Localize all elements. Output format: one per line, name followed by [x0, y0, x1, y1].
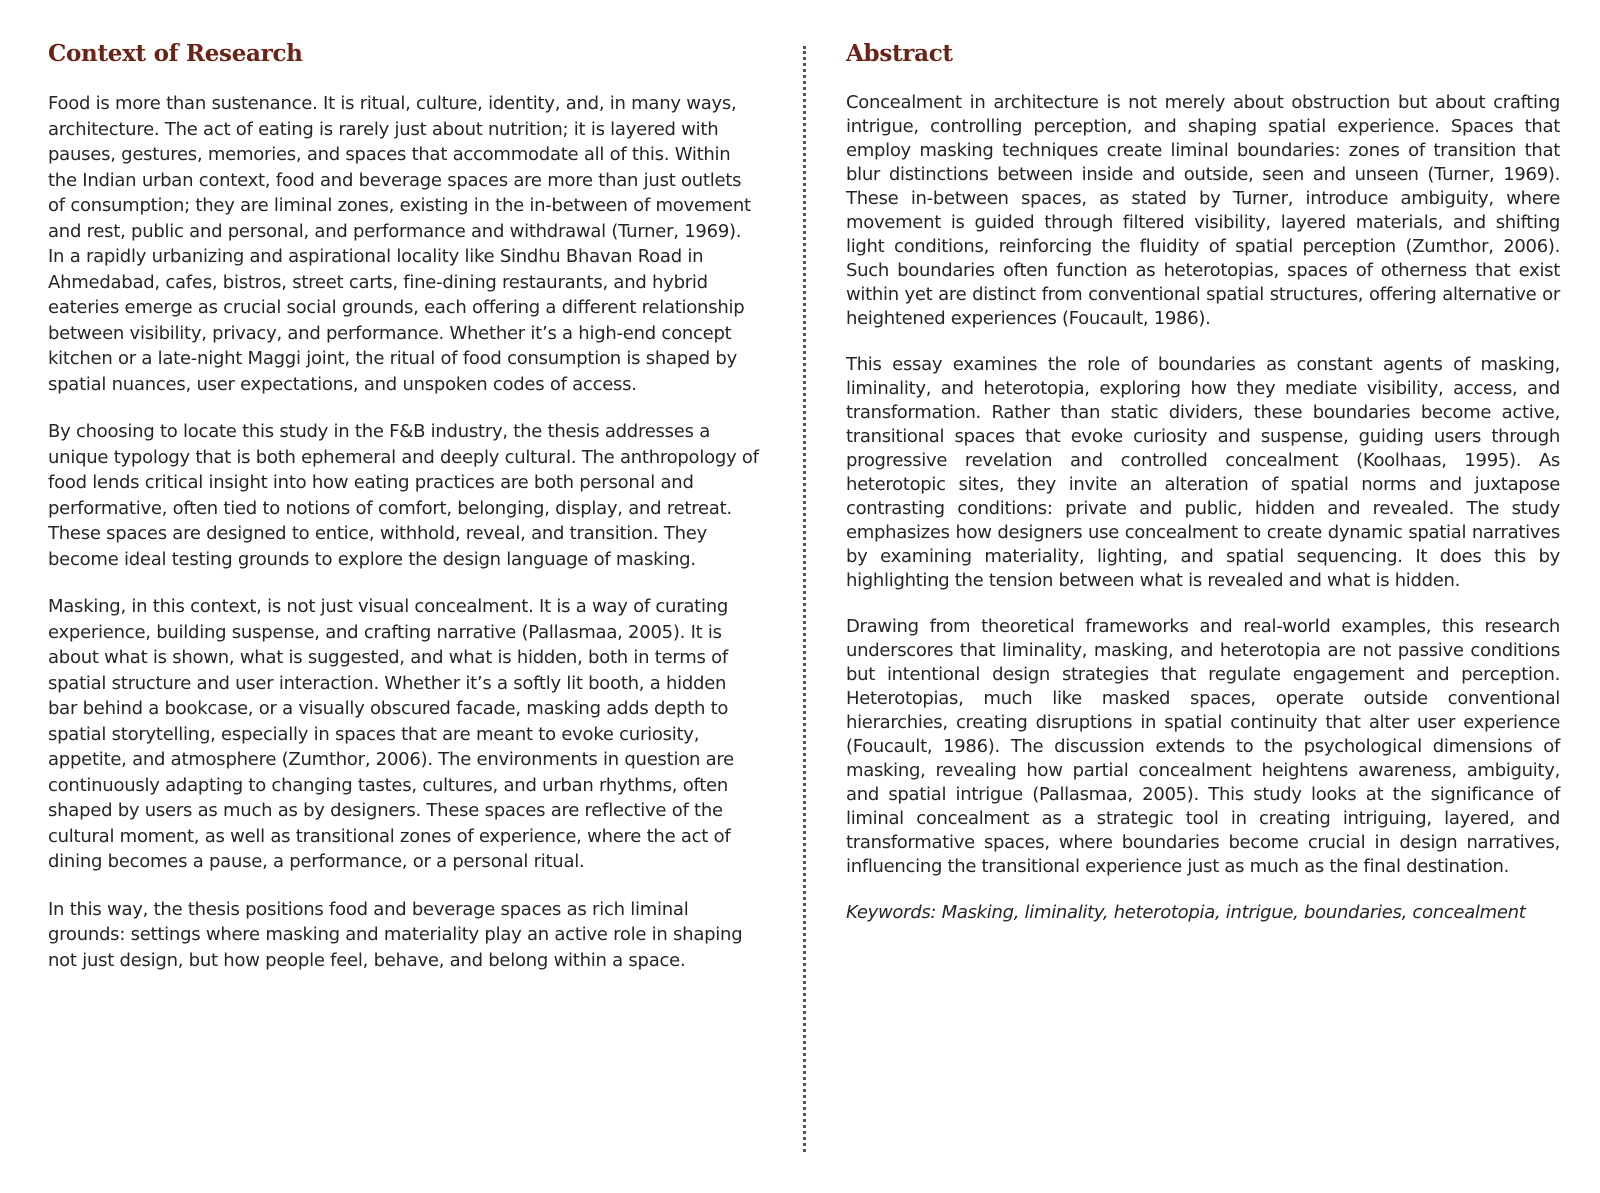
keywords-line: Keywords: Masking, liminality, heterotopia, intrigue, boundaries, concealment [846, 902, 1526, 923]
context-paragraph-4: In this way, the thesis positions food and beverage spaces as rich liminal grounds: settings where masking and materiality play an active role in shaping not just design, but how people feel, behave, and belong within a space. [48, 898, 743, 971]
context-heading: Context of Research [48, 40, 303, 67]
context-paragraph-2: By choosing to locate this study in the F&B industry, the thesis addresses a unique typology that is both ephemeral and deeply cultural. The anthropology of food lends critical insight into how eating practices are both personal and performative, often tied to notions of comfort, belonging, display, and retreat. These spaces are designed to entice, withhold, reveal, and transition. They become ideal testing grounds to explore the design language of masking. [48, 421, 759, 570]
abstract-heading: Abstract [846, 40, 953, 67]
context-paragraph-1: Food is more than sustenance. It is ritual, culture, identity, and, in many ways, architecture. The act of eating is rarely just about nutrition; it is layered with pauses, gestures, memories, and spaces that accommodate all of this. Within the Indian urban context, food and beverage spaces are more than just outlets of consumption; they are liminal zones, existing in the in-between of movement and rest, public and personal, and performance and withdrawal (Turner, 1969). In a rapidly urbanizing and aspirational locality like Sindhu Bhavan Road in Ahmedabad, cafes, bistros, street carts, fine-dining restaurants, and hybrid eateries emerge as crucial social grounds, each offering a different relationship between visibility, privacy, and performance. Whether it’s a high-end concept kitchen or a late-night Maggi joint, the ritual of food consumption is shaped by spatial nuances, user expectations, and unspoken codes of access. [48, 93, 751, 395]
context-of-research-section [48, 40, 760, 995]
abstract-paragraph-1: Concealment in architecture is not merely about obstruction but about crafting intrigue, controlling perception, and shaping spatial experience. Spaces that employ masking techniques create liminal boundaries: zones of transition that blur distinctions between inside and outside, seen and unseen (Turner, 1969). These in-between spaces, as stated by Turner, introduce ambiguity, where movement is guided through filtered visibility, layered materials, and shifting light conditions, reinforcing the fluidity of spatial perception (Zumthor, 2006). Such boundaries often function as heterotopias, spaces of otherness that exist within yet are distinct from conventional spatial structures, offering alternative or heightened experiences (Foucault, 1986). [846, 92, 1560, 329]
abstract-section [846, 40, 1560, 947]
abstract-paragraph-2: This essay examines the role of boundaries as constant agents of masking, liminality, and heterotopia, exploring how they mediate visibility, access, and transformation. Rather than static dividers, these boundaries become active, transitional spaces that evoke curiosity and suspense, guiding users through progressive revelation and controlled concealment (Koolhaas, 1995). As heterotopic sites, they invite an alteration of spatial norms and juxtapose contrasting conditions: private and public, hidden and revealed. The study emphasizes how designers use concealment to create dynamic spatial narratives by examining materiality, lighting, and spatial sequencing. It does this by highlighting the tension between what is revealed and what is hidden. [846, 354, 1560, 591]
dotted-column-divider [803, 46, 806, 1152]
abstract-paragraph-3: Drawing from theoretical frameworks and real-world examples, this research underscores that liminality, masking, and heterotopia are not passive conditions but intentional design strategies that regulate engagement and perception. Heterotopias, much like masked spaces, operate outside conventional hierarchies, creating disruptions in spatial continuity that alter user experience (Foucault, 1986). The discussion extends to the psychological dimensions of masking, revealing how partial concealment heightens awareness, ambiguity, and spatial intrigue (Pallasmaa, 2005). This study looks at the significance of liminal concealment as a strategic tool in creating intriguing, layered, and transformative spaces, where boundaries become crucial in design narratives, influencing the transitional experience just as much as the final destination. [846, 616, 1560, 877]
context-paragraph-3: Masking, in this context, is not just visual concealment. It is a way of curating experience, building suspense, and crafting narrative (Pallasmaa, 2005). It is about what is shown, what is suggested, and what is hidden, both in terms of spatial structure and user interaction. Whether it’s a softly lit booth, a hidden bar behind a bookcase, or a visually obscured facade, masking adds depth to spatial storytelling, especially in spaces that are meant to evoke curiosity, appetite, and atmosphere (Zumthor, 2006). The environments in question are continuously adapting to changing tastes, cultures, and urban rhythms, often shaped by users as much as by designers. These spaces are reflective of the cultural moment, as well as transitional zones of experience, where the act of dining becomes a pause, a performance, or a personal ritual. [48, 596, 734, 872]
